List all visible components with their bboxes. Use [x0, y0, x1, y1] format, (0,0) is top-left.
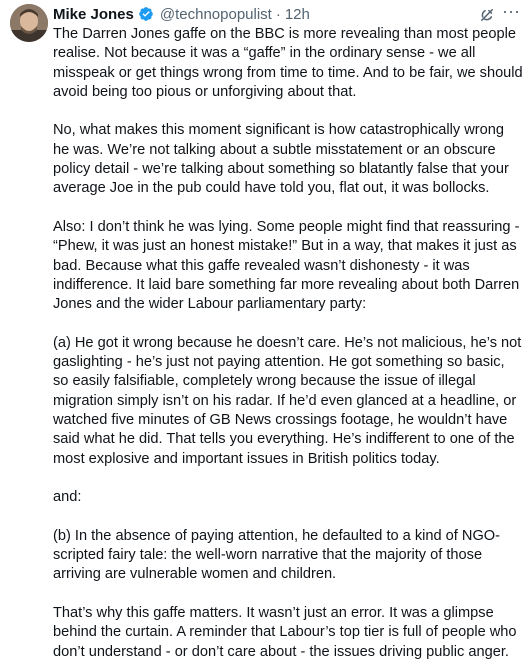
- verified-badge-icon: [138, 6, 154, 22]
- tweet-paragraph: (b) In the absence of paying attention, he defaulted to a kind of NGO-scripted fairy tale: the well-worn narrative that the majority of those arriving are vulnerable women and children.: [53, 527, 501, 583]
- avatar[interactable]: [10, 4, 48, 42]
- more-options-icon[interactable]: ···: [502, 1, 520, 21]
- tweet-paragraph: The Darren Jones gaffe on the BBC is more revealing than most people realise. Not because it was a “gaffe” in the ordinary sense - we all misspeak or get things wrong from time to time. And to be fair, we should avoid being too pious or unforgiving about that.: [53, 26, 523, 100]
- tweet-timestamp[interactable]: 12h: [284, 5, 310, 23]
- tweet-paragraph: Also: I don’t think he was lying. Some people might find that reassuring - “Phew, it was just an honest mistake!” But in a way, that makes it just as bad. Because what this gaffe revealed wasn’t dishonesty - it was indifference. It laid bare something far more revealing about both Darren Jones and the wider Labour parliamentary party:: [53, 218, 520, 313]
- tweet-paragraph: That’s why this gaffe matters. It wasn’t just an error. It was a glimpse behind the curtain. A reminder that Labour’s top tier is full of people who don’t understand - or don’t care about - the issues driving public anger.: [53, 604, 517, 660]
- author-handle[interactable]: @technopopulist: [159, 5, 272, 23]
- grok-icon[interactable]: [478, 6, 496, 24]
- tweet-paragraph: No, what makes this moment significant is how catastrophically wrong he was. We’re not talking about a subtle misstatement or an obscure policy detail - we’re talking about something so blatantly false that your average Joe in the pub could have told you, flat out, it was bollocks.: [53, 122, 509, 197]
- tweet-text: [53, 25, 523, 662]
- tweet-paragraph: (a) He got it wrong because he doesn’t care. He’s not malicious, he’s not gaslighting - he’s just not paying attention. He got something so basic, so easily falsifiable, completely wrong because the issue of illegal migration simply isn’t on his radar. If he’d even glanced at a headline, or watched five minutes of GB News crossings footage, he wouldn’t have said what he did. That tells you everything. He’s indifferent to one of the most explosive and important issues in British politics today.: [53, 334, 522, 467]
- avatar-photo: [10, 4, 48, 42]
- tweet-paragraph: and:: [53, 489, 82, 506]
- meta-separator: ·: [275, 5, 281, 23]
- author-name[interactable]: Mike Jones: [53, 5, 134, 23]
- tweet-header: [53, 4, 492, 24]
